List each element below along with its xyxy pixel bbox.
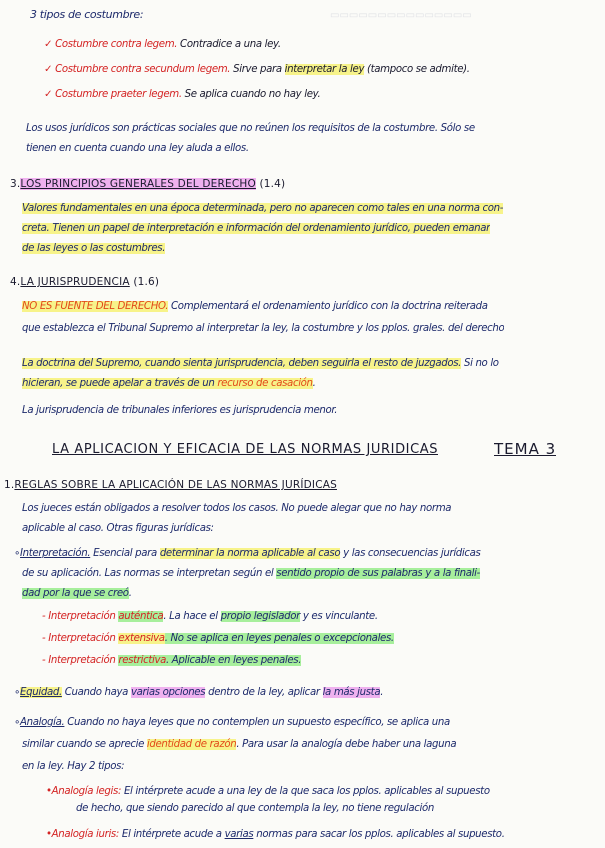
check-icon: ✓ — [44, 64, 53, 75]
interp-autentica: - Interpretación auténtica. La hace el propio legislador y es vinculante. — [42, 611, 378, 622]
bullet-praeter-legem: ✓ Costumbre praeter legem. Se aplica cuando no hay ley. — [44, 89, 321, 100]
analogia-line-1: ∘Analogía. Cuando no haya leyes que no contemplen un supuesto específico, se aplica una — [14, 717, 450, 728]
section-4-heading: 4.LA JURISPRUDENCIA (1.6) — [10, 276, 160, 288]
doctrina-line-1: La doctrina del Supremo, cuando sienta jurisprudencia, deben seguirla el resto de juzgados. Si no lo — [22, 358, 499, 369]
analogia-legis-line-1: •Analogía legis: El intérprete acude a una ley de la que saca los pplos. aplicables al supuesto — [46, 786, 490, 797]
section-3-heading: 3.LOS PRINCIPIOS GENERALES DEL DERECHO (1.4) — [10, 178, 286, 190]
principios-line-1: Valores fundamentales en una época determinada, pero no aparecen como tales en una norma con- — [22, 203, 504, 214]
check-icon: ✓ — [44, 89, 53, 100]
interp-restrictiva: - Interpretación restrictiva. Aplicable en leyes penales. — [42, 655, 302, 666]
bullet-secundum-legem: ✓ Costumbre contra secundum legem. Sirve para interpretar la ley (tampoco se admite). — [44, 64, 470, 75]
jurisprudencia-line-2: que establezca el Tribunal Supremo al interpretar la ley, la costumbre y los pplos. grales. del derecho — [22, 323, 505, 334]
equidad-line: ∘Equidad. Cuando haya varias opciones dentro de la ley, aplicar la más justa. — [14, 687, 384, 698]
doctrina-line-2: hicieran, se puede apelar a través de un recurso de casación. — [22, 378, 316, 389]
analogia-iuris-line: •Analogía iuris: El intérprete acude a varias normas para sacar los pplos. aplicables al supuesto. — [46, 829, 505, 840]
interpretacion-line-2: de su aplicación. Las normas se interpretan según el sentido propio de sus palabras y a la finali- — [22, 568, 480, 579]
costumbre-types-heading: 3 tipos de costumbre: — [30, 8, 144, 21]
bullet-circle-icon: ∘ — [14, 687, 21, 698]
bullet-circle-icon: ∘ — [14, 717, 21, 728]
analogia-legis-line-2: de hecho, que siendo parecido al que contempla la ley, no tiene regulación — [76, 803, 435, 814]
interp-extensiva: - Interpretación extensiva. No se aplica en leyes penales o excepcionales. — [42, 633, 394, 644]
principios-line-3: de las leyes o las costumbres. — [22, 243, 166, 254]
jurisprudencia-line-1: NO ES FUENTE DEL DERECHO. Complementará el ordenamiento jurídico con la doctrina reiterada — [22, 301, 488, 312]
interpretacion-line-3: dad por la que se creó. — [22, 588, 132, 599]
rules-heading: 1.REGLAS SOBRE LA APLICACIÓN DE LAS NORMAS JURÍDICAS — [4, 479, 337, 491]
usos-line-1: Los usos jurídicos son prácticas sociales que no reúnen los requisitos de la costumbre. Sólo se — [26, 123, 475, 134]
bullet-contra-legem: ✓ Costumbre contra legem. Contradice a una ley. — [44, 39, 281, 50]
principios-line-2: creta. Tienen un papel de interpretación e información del ordenamiento jurídico, pueden emanar — [22, 223, 490, 234]
interpretacion-line-1: ∘Interpretación. Esencial para determinar la norma aplicable al caso y las consecuencias jurídicas — [14, 548, 481, 559]
rules-line-2: aplicable al caso. Otras figuras jurídicas: — [22, 523, 214, 534]
check-icon: ✓ — [44, 39, 53, 50]
analogia-line-3: en la ley. Hay 2 tipos: — [22, 761, 125, 772]
usos-line-2: tienen en cuenta cuando una ley aluda a ellos. — [26, 143, 249, 154]
bleed-through-text: ▭▭▭▭▭▭▭▭▭▭▭▭▭▭▭ — [330, 10, 472, 21]
tema-label: TEMA 3 — [494, 442, 557, 456]
doctrina-line-3: La jurisprudencia de tribunales inferiores es jurisprudencia menor. — [22, 405, 338, 416]
bullet-circle-icon: ∘ — [14, 548, 21, 559]
rules-line-1: Los jueces están obligados a resolver todos los casos. No puede alegar que no hay norma — [22, 503, 452, 514]
tema-title: LA APLICACIÓN Y EFICACIA DE LAS NORMAS JURÍDICAS — [52, 443, 439, 457]
analogia-line-2: similar cuando se aprecie identidad de razón. Para usar la analogía debe haber una laguna — [22, 739, 457, 750]
